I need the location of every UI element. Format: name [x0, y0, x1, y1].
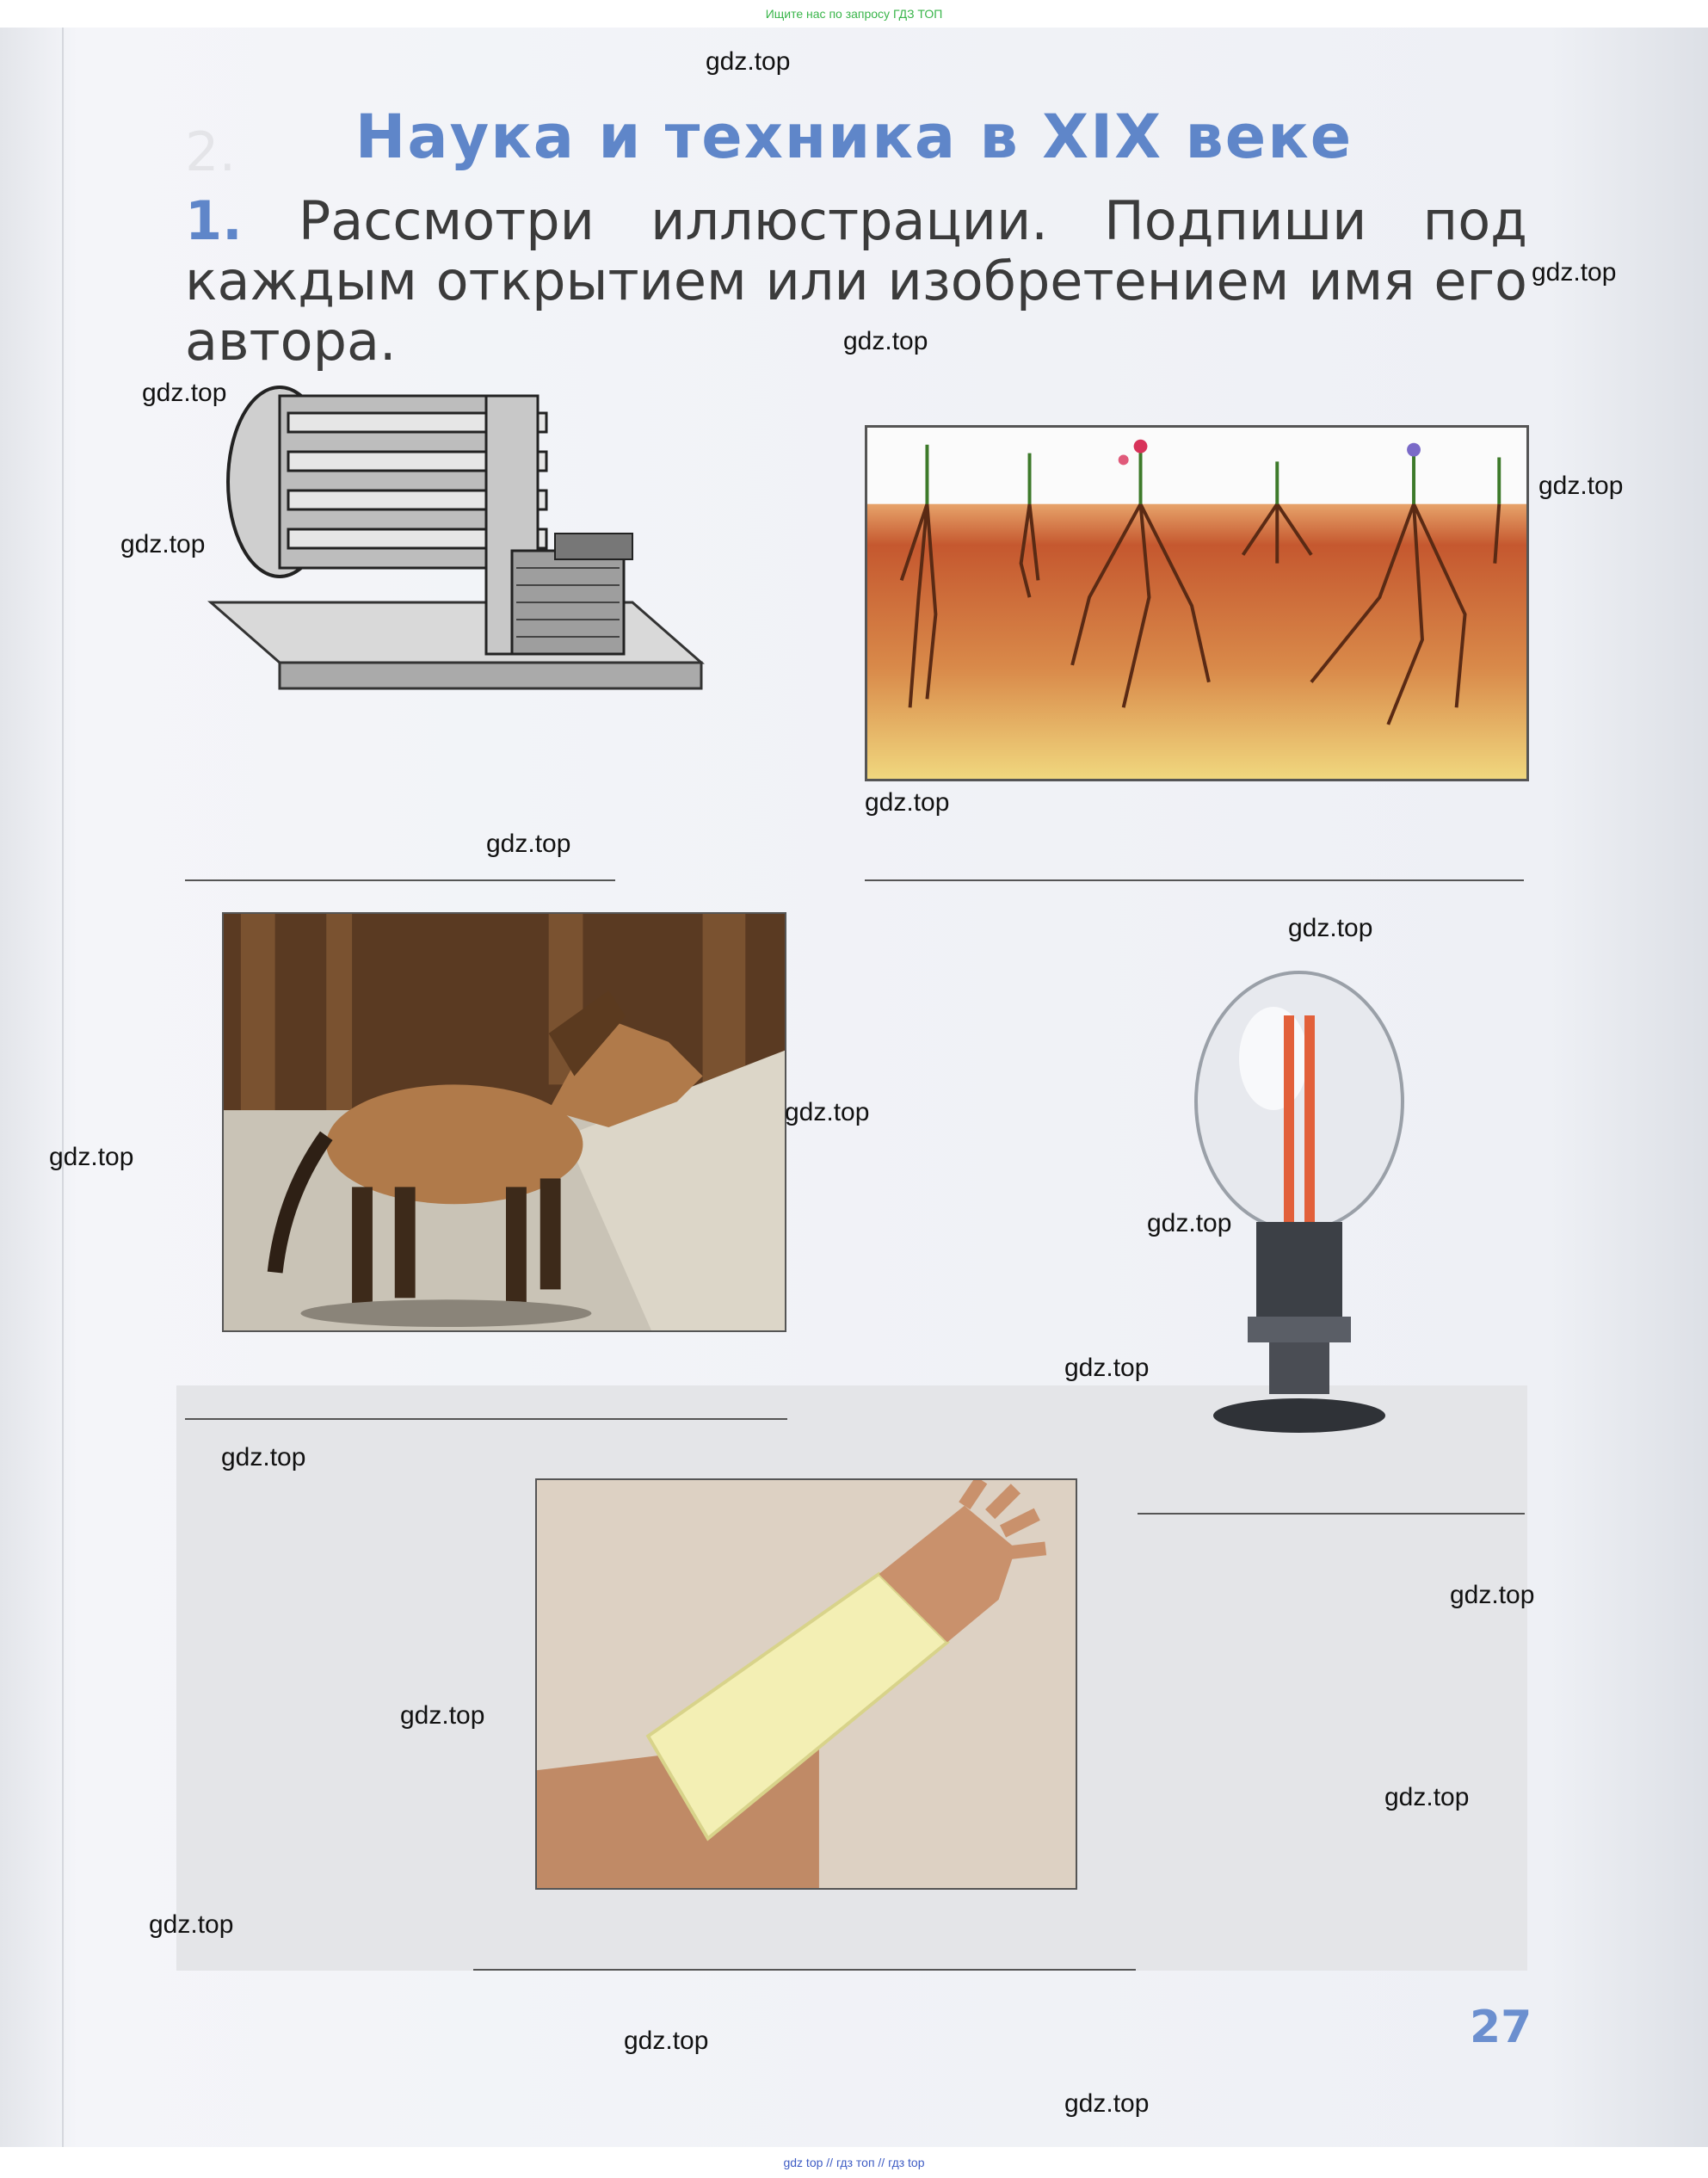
- page-title: Наука и техника в XIX веке: [355, 102, 1353, 172]
- watermark: gdz.top: [1147, 1209, 1232, 1237]
- watermark: gdz.top: [1450, 1581, 1535, 1609]
- bottom-banner[interactable]: gdz top // гдз топ // гдз top: [0, 2147, 1708, 2178]
- plant-roots-soil-illustration: [865, 425, 1529, 781]
- bleed-through-text: 2.: [185, 120, 237, 183]
- watermark: gdz.top: [1532, 258, 1617, 287]
- watermark: gdz.top: [149, 1910, 234, 1939]
- answer-line-5[interactable]: [473, 1969, 1136, 1971]
- answer-line-4[interactable]: [1138, 1513, 1525, 1515]
- watermark: gdz.top: [624, 2027, 709, 2055]
- plaster-cast-arm-photo: [535, 1478, 1077, 1890]
- watermark: gdz.top: [221, 1443, 306, 1472]
- yablochkov-candle-lamp-photo: [1187, 964, 1411, 1437]
- watermark: gdz.top: [49, 1143, 134, 1171]
- watermark: gdz.top: [486, 830, 571, 858]
- watermark: gdz.top: [865, 788, 950, 817]
- watermark: gdz.top: [1288, 914, 1373, 942]
- watermark: gdz.top: [843, 327, 928, 355]
- page-number: 27: [1470, 2002, 1532, 2053]
- watermark: gdz.top: [142, 379, 227, 407]
- answer-line-2[interactable]: [865, 879, 1524, 881]
- watermark: gdz.top: [120, 530, 206, 558]
- watermark: gdz.top: [706, 47, 791, 76]
- watermark: gdz.top: [1384, 1783, 1470, 1811]
- watermark: gdz.top: [785, 1098, 870, 1126]
- watermark: gdz.top: [1538, 472, 1624, 500]
- electric-machine-illustration: [185, 379, 736, 774]
- task-number: 1.: [185, 189, 243, 252]
- top-banner[interactable]: Ищите нас по запросу ГДЗ ТОП: [0, 0, 1708, 28]
- watermark: gdz.top: [400, 1701, 485, 1730]
- page-gutter: [62, 28, 64, 2147]
- watermark: gdz.top: [1064, 2089, 1150, 2118]
- answer-line-1[interactable]: [185, 879, 615, 881]
- task-text: Рассмотри иллюстрации. Подпиши под каждым открытием или изобретением имя его автора.: [185, 189, 1527, 373]
- answer-line-3[interactable]: [185, 1418, 787, 1420]
- watermark: gdz.top: [1064, 1354, 1150, 1382]
- przewalski-horse-photo: [222, 912, 786, 1332]
